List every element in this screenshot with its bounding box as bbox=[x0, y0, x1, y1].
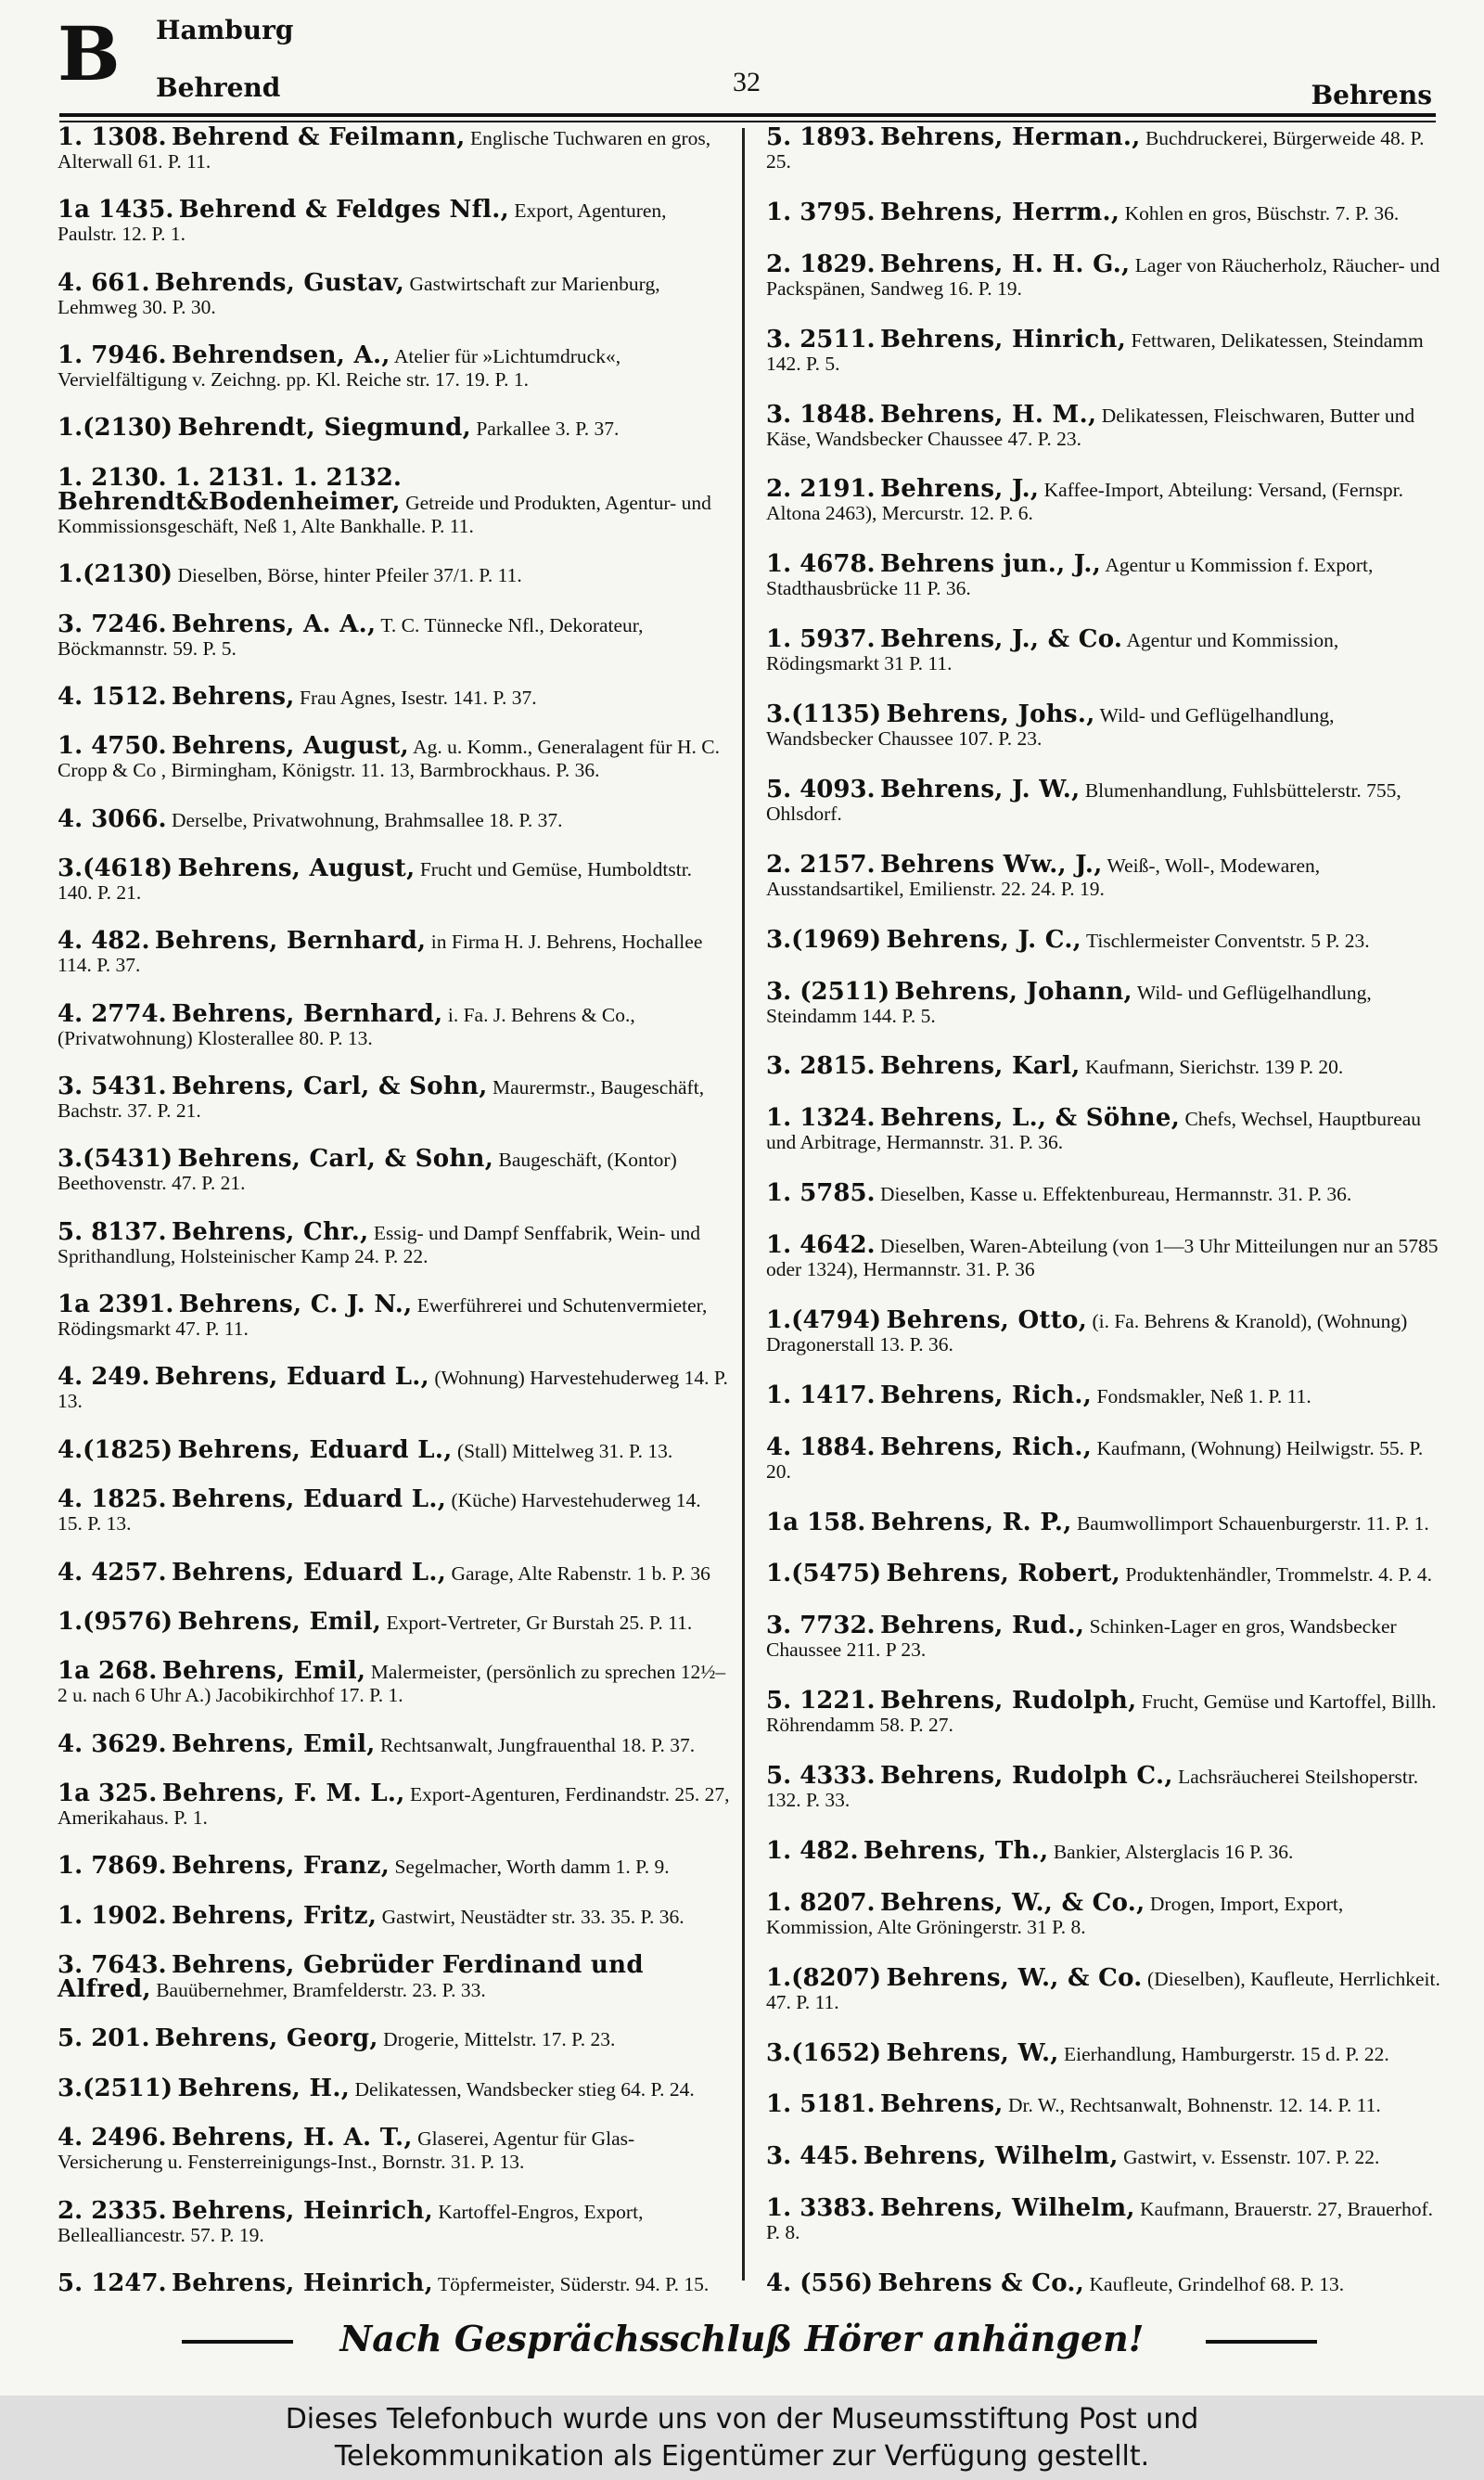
entry-details: Weiß-, Woll-, Modewaren, Ausstandsartikel, Emilienstr. 22. 24. P. 19. bbox=[766, 854, 1321, 900]
phone-number: 1.(2130) bbox=[58, 560, 173, 589]
subscriber-name: Behrens, Eduard L., bbox=[171, 1485, 447, 1514]
phone-number: 1.(9576) bbox=[58, 1607, 173, 1636]
phone-number: 4. 249. bbox=[58, 1363, 150, 1392]
subscriber-name: Behrens, W., & Co. bbox=[886, 1963, 1143, 1992]
entry-details: Kaffee-Import, Abteilung: Versand, (Fernspr. Altona 2463), Mercurstr. 12. P. 6. bbox=[766, 479, 1403, 525]
subscriber-name: Behrens, F. M. L., bbox=[161, 1779, 405, 1807]
directory-entry bbox=[766, 1305, 1443, 1356]
entry-details: Kartoffel-Engros, Export, Bellealliancestr. 57. P. 19. bbox=[58, 2200, 644, 2246]
subscriber-name: Behrens, Wilhelm, bbox=[879, 2194, 1135, 2223]
entry-details: Parkallee 3. P. 37. bbox=[476, 418, 620, 441]
directory-entry bbox=[58, 196, 730, 246]
subscriber-name: Behrend & Feldges Nfl., bbox=[178, 196, 509, 225]
phone-number: 4. 3629. bbox=[58, 1729, 167, 1758]
directory-entry bbox=[766, 1562, 1443, 1587]
subscriber-name: Behrens, bbox=[879, 2090, 1004, 2119]
phone-number: 1. 4750. bbox=[58, 732, 167, 761]
phone-number: 5. 201. bbox=[58, 2024, 150, 2053]
directory-entry bbox=[766, 198, 1443, 226]
directory-entry bbox=[58, 1951, 730, 2004]
subscriber-name: Behrens, Herman., bbox=[879, 123, 1141, 151]
directory-entry bbox=[58, 610, 730, 661]
subscriber-name: Behrens, J., bbox=[879, 475, 1040, 504]
directory-entry bbox=[58, 463, 730, 538]
entry-details: Wild- und Geflügelhandlung, Steindamm 144. P. 5. bbox=[766, 981, 1372, 1027]
entry-details: Wild- und Geflügelhandlung, Wandsbecker Chaussee 107. P. 23. bbox=[766, 704, 1335, 750]
entry-details: Drogen, Import, Export, Kommission, Alte Gröningerstr. 31 P. 8. bbox=[766, 1892, 1344, 1938]
subscriber-name: Behrens Ww., J., bbox=[879, 850, 1103, 879]
phone-number: 5. 8137. bbox=[58, 1217, 167, 1246]
directory-entry bbox=[58, 1901, 730, 1930]
directory-entry bbox=[58, 2024, 730, 2053]
directory-entry bbox=[58, 1852, 730, 1881]
phone-number: 4. 4257. bbox=[58, 1558, 167, 1587]
entry-details: Frucht, Gemüse und Kartoffel, Billh. Röhrendamm 58. P. 27. bbox=[766, 1690, 1437, 1737]
subscriber-name: Behrens, Franz, bbox=[171, 1852, 390, 1881]
entry-details: Getreide und Produkten, Agentur- und Kommissionsgeschäft, Neß 1, Alte Bankhalle. P. 11. bbox=[58, 491, 711, 537]
entry-details: Gastwirtschaft zur Marienburg, Lehmweg 30. P. 30. bbox=[58, 272, 660, 318]
phone-number: 3.(5431) bbox=[58, 1145, 173, 1174]
directory-entry bbox=[58, 123, 730, 173]
footer-slogan: Nach Gesprächsschluß Hörer anhängen! bbox=[339, 2318, 1145, 2359]
subscriber-name: Behrens, W., bbox=[886, 2038, 1059, 2067]
phone-number: 1. 482. bbox=[766, 1836, 859, 1865]
entry-details: Delikatessen, Fleischwaren, Butter und Käse, Wandsbecker Chaussee 47. P. 23. bbox=[766, 404, 1415, 450]
directory-entry bbox=[58, 999, 730, 1050]
city-heading: Hamburg bbox=[156, 15, 294, 45]
directory-entry bbox=[766, 2194, 1443, 2244]
subscriber-name: Behrens, R. P., bbox=[870, 1508, 1072, 1536]
directory-entry bbox=[766, 1052, 1443, 1081]
phone-number: 1. 1902. bbox=[58, 1901, 167, 1930]
entry-details: Agentur und Kommission, Rödingsmarkt 31 P. 11. bbox=[766, 629, 1339, 675]
subscriber-name: Behrens, Carl, & Sohn, bbox=[177, 1145, 494, 1174]
entry-details: Englische Tuchwaren en gros, Alterwall 61. P. 11. bbox=[58, 127, 711, 173]
notice-line-1: Dieses Telefonbuch wurde uns von der Museumsstiftung Post und bbox=[285, 2403, 1199, 2435]
directory-entry bbox=[58, 1363, 730, 1413]
entry-details: Ewerführerei und Schutenvermieter, Rödingsmarkt 47. P. 11. bbox=[58, 1294, 708, 1341]
phone-number: 3.(1969) bbox=[766, 925, 882, 954]
directory-entry bbox=[58, 2268, 730, 2297]
subscriber-name: Behrens, Gebrüder Ferdinand und Alfred, bbox=[58, 1951, 644, 2004]
header-rule bbox=[59, 113, 1436, 117]
phone-number: 1. 7869. bbox=[58, 1852, 167, 1881]
directory-entry bbox=[58, 2074, 730, 2102]
subscriber-name: Behrens, Eduard L., bbox=[154, 1363, 429, 1392]
phone-number: 3.(1135) bbox=[766, 700, 882, 728]
entry-details: Dr. W., Rechtsanwalt, Bohnenstr. 12. 14. P. 11. bbox=[1008, 2094, 1381, 2117]
subscriber-name: Behrens, H. H. G., bbox=[879, 250, 1131, 278]
phone-number: 2. 2335. bbox=[58, 2196, 167, 2225]
subscriber-name: Behrens, August, bbox=[177, 854, 416, 882]
directory-entry bbox=[766, 625, 1443, 675]
entry-details: Gastwirt, v. Essenstr. 107. P. 22. bbox=[1123, 2146, 1380, 2169]
phone-number: 1. 4642. bbox=[766, 1231, 876, 1259]
subscriber-name: Behrens, J. C., bbox=[886, 925, 1082, 954]
phone-number: 2. 2157. bbox=[766, 850, 876, 879]
phone-number: 1. 4678. bbox=[766, 550, 876, 579]
phone-number: 1a 325. bbox=[58, 1779, 158, 1807]
phone-number: 4. 482. bbox=[58, 927, 150, 956]
entry-details: (Wohnung) Harvestehuderweg 14. P. 13. bbox=[58, 1367, 728, 1413]
entry-details: Maurermstr., Baugeschäft, Bachstr. 37. P. 21. bbox=[58, 1076, 705, 1123]
subscriber-name: Behrens, Bernhard, bbox=[171, 999, 443, 1028]
subscriber-name: Behrens, Herrm., bbox=[879, 198, 1120, 226]
notice-line-2: Telekommunikation als Eigentümer zur Verfügung gestellt. bbox=[334, 2440, 1150, 2473]
entry-details: Export-Vertreter, Gr Burstah 25. P. 11. bbox=[386, 1611, 693, 1634]
phone-number: 3.(4618) bbox=[58, 854, 173, 882]
subscriber-name: Behrens, August, bbox=[171, 732, 409, 761]
entry-details: Frau Agnes, Isestr. 141. P. 37. bbox=[300, 686, 537, 709]
entry-details: Fondsmakler, Neß 1. P. 11. bbox=[1096, 1384, 1311, 1407]
subscriber-name: Behrens, C. J. N., bbox=[178, 1291, 413, 1319]
directory-entry bbox=[58, 927, 730, 977]
entry-details: Tischlermeister Conventstr. 5 P. 23. bbox=[1086, 929, 1370, 952]
subscriber-name: Behrens, Heinrich, bbox=[171, 2196, 433, 2225]
directory-entry bbox=[766, 1836, 1443, 1865]
directory-entry bbox=[766, 977, 1443, 1028]
directory-entry bbox=[58, 1293, 730, 1341]
first-name-heading: Behrend bbox=[156, 72, 281, 103]
subscriber-name: Behrens, Fritz, bbox=[171, 1901, 377, 1930]
subscriber-name: Behrens, Rud., bbox=[879, 1612, 1085, 1640]
subscriber-name: Behrens, bbox=[171, 682, 295, 711]
right-column bbox=[766, 123, 1443, 2297]
phone-number: 1.(4794) bbox=[766, 1305, 882, 1334]
phone-number: 1. 2130. 1. 2131. 1. 2132. bbox=[58, 463, 402, 492]
entry-details: Delikatessen, Wandsbecker stieg 64. P. 24. bbox=[354, 2077, 695, 2101]
phone-number: 1. 5785. bbox=[766, 1179, 876, 1208]
entry-details: Fettwaren, Delikatessen, Steindamm 142. P. 5. bbox=[766, 328, 1424, 375]
phone-number: 4. (556) bbox=[766, 2269, 874, 2297]
subscriber-name: Behrens, Emil, bbox=[161, 1657, 366, 1686]
subscriber-name: Behrens, L., & Söhne, bbox=[879, 1104, 1181, 1133]
phone-number: 3. 7732. bbox=[766, 1612, 876, 1640]
subscriber-name: Behrens, H. M., bbox=[879, 400, 1097, 429]
entry-details: Kohlen en gros, Büschstr. 7. P. 36. bbox=[1124, 201, 1400, 225]
entry-details: Kaufmann, Sierichstr. 139 P. 20. bbox=[1084, 1056, 1344, 1079]
header-rule-thin bbox=[59, 121, 1436, 122]
phone-number: 4. 2774. bbox=[58, 999, 167, 1028]
directory-entry bbox=[766, 550, 1443, 600]
directory-entry bbox=[766, 2090, 1443, 2119]
phone-number: 1. 3383. bbox=[766, 2194, 876, 2223]
phone-number: 3. 1848. bbox=[766, 400, 876, 429]
directory-entry bbox=[766, 850, 1443, 901]
directory-entry bbox=[58, 682, 730, 711]
phone-number: 1a 2391. bbox=[58, 1291, 174, 1319]
phone-number: 1. 5937. bbox=[766, 625, 876, 654]
subscriber-name: Behrens, Georg, bbox=[154, 2024, 378, 2053]
directory-entry bbox=[58, 1145, 730, 1195]
subscriber-name: Behrens, Johann, bbox=[894, 977, 1132, 1006]
directory-entry bbox=[766, 325, 1443, 376]
entry-details: (i. Fa. Behrens & Kranold), (Wohnung) Dragonerstall 13. P. 36. bbox=[766, 1309, 1408, 1356]
phone-number: 1. 8207. bbox=[766, 1888, 876, 1917]
subscriber-name: Behrens, Carl, & Sohn, bbox=[171, 1073, 488, 1101]
directory-entry bbox=[766, 250, 1443, 301]
phone-number: 5. 1221. bbox=[766, 1687, 876, 1715]
entry-details: Lager von Räucherholz, Räucher- und Packspänen, Sandweg 16. P. 19. bbox=[766, 253, 1440, 300]
subscriber-name: Behrens, Rudolph C., bbox=[879, 1762, 1173, 1790]
entry-details: Garage, Alte Rabenstr. 1 b. P. 36 bbox=[451, 1561, 710, 1585]
subscriber-name: Behrends, Gustav, bbox=[154, 268, 405, 297]
directory-entry bbox=[766, 1508, 1443, 1536]
subscriber-name: Behrens, Emil, bbox=[171, 1729, 376, 1758]
entry-details: Derselbe, Privatwohnung, Brahmsallee 18. P. 37. bbox=[171, 808, 563, 831]
entry-details: Agentur u Kommission f. Export, Stadthausbrücke 11 P. 36. bbox=[766, 554, 1374, 600]
column-divider bbox=[742, 128, 745, 2281]
entry-details: Bankier, Alsterglacis 16 P. 36. bbox=[1053, 1840, 1294, 1863]
directory-entry bbox=[766, 2269, 1443, 2297]
directory-entry bbox=[766, 1888, 1443, 1939]
directory-entry bbox=[58, 1558, 730, 1587]
entry-details: Segelmacher, Worth damm 1. P. 9. bbox=[394, 1856, 670, 1879]
directory-entry bbox=[58, 854, 730, 905]
entry-details: Chefs, Wechsel, Hauptbureau und Arbitrage, Hermannstr. 31. P. 36. bbox=[766, 1108, 1422, 1154]
subscriber-name: Behrens, J., & Co. bbox=[879, 625, 1123, 654]
phone-number: 1a 158. bbox=[766, 1508, 866, 1536]
entry-details: Buchdruckerei, Bürgerweide 48. P. 25. bbox=[766, 127, 1425, 173]
phone-number: 1a 1435. bbox=[58, 196, 174, 225]
page-number: 32 bbox=[733, 67, 761, 97]
phone-number: 4. 2496. bbox=[58, 2124, 167, 2152]
phone-number: 1.(2130) bbox=[58, 414, 173, 443]
directory-entry bbox=[766, 1687, 1443, 1737]
phone-number: 3. 5431. bbox=[58, 1073, 167, 1101]
directory-entry bbox=[766, 475, 1443, 525]
subscriber-name: Behrens, Heinrich, bbox=[171, 2268, 433, 2297]
phone-number: 3. 7246. bbox=[58, 610, 167, 638]
phone-number: 4. 1512. bbox=[58, 682, 167, 711]
subscriber-name: Behrens, Emil, bbox=[177, 1607, 382, 1636]
directory-entry bbox=[766, 1381, 1443, 1409]
directory-entry bbox=[58, 2124, 730, 2174]
directory-entry bbox=[766, 925, 1443, 954]
entry-details: Baugeschäft, (Kontor) Beethovenstr. 47. P. 21. bbox=[58, 1149, 677, 1195]
entry-details: Produktenhändler, Trommelstr. 4. P. 4. bbox=[1125, 1563, 1433, 1587]
phone-number: 1.(5475) bbox=[766, 1560, 882, 1588]
phone-number: 1. 5181. bbox=[766, 2090, 876, 2119]
subscriber-name: Behrendt, Siegmund, bbox=[177, 414, 471, 443]
subscriber-name: Behrens, Rich., bbox=[879, 1381, 1093, 1409]
directory-entry bbox=[58, 1729, 730, 1758]
entry-details: Lachsräucherei Steilshoperstr. 132. P. 33. bbox=[766, 1766, 1419, 1811]
subscriber-name: Behrend & Feilmann, bbox=[171, 123, 466, 151]
subscriber-name: Behrendsen, A., bbox=[171, 341, 390, 370]
entry-details: Frucht und Gemüse, Humboldtstr. 140. P. 21. bbox=[58, 857, 693, 904]
directory-entry bbox=[766, 1231, 1443, 1281]
directory-entry bbox=[58, 268, 730, 319]
entry-details: Rechtsanwalt, Jungfrauenthal 18. P. 37. bbox=[380, 1733, 696, 1756]
directory-entry bbox=[58, 414, 730, 443]
directory-entry bbox=[766, 123, 1443, 173]
phone-number: 1. 3795. bbox=[766, 198, 876, 226]
subscriber-name: Behrens, Robert, bbox=[886, 1560, 1121, 1588]
phone-number: 3. 7643. bbox=[58, 1951, 167, 1980]
phone-number: 1. 1417. bbox=[766, 1381, 876, 1409]
directory-entry bbox=[58, 1485, 730, 1536]
directory-entry bbox=[766, 775, 1443, 826]
directory-entry bbox=[766, 1614, 1443, 1662]
phone-number: 2. 1829. bbox=[766, 250, 876, 278]
directory-entry bbox=[766, 1963, 1443, 2014]
phone-number: 1. 1308. bbox=[58, 123, 167, 151]
phone-number: 4.(1825) bbox=[58, 1435, 173, 1464]
left-column bbox=[58, 123, 730, 2297]
entry-details: Drogerie, Mittelstr. 17. P. 23. bbox=[383, 2028, 616, 2051]
entry-details: Export, Agenturen, Paulstr. 12. P. 1. bbox=[58, 199, 667, 246]
entry-details: Atelier für »Lichtumdruck«, Vervielfältigung v. Zeichng. pp. Kl. Reiche str. 17. 19. P. 1. bbox=[58, 345, 621, 392]
subscriber-name: Behrens, A. A., bbox=[171, 610, 377, 638]
directory-entry bbox=[58, 1779, 730, 1830]
directory-entry bbox=[58, 1435, 730, 1464]
phone-number: 4. 1825. bbox=[58, 1485, 167, 1514]
last-name-heading: Behrens bbox=[1311, 80, 1432, 110]
phone-number: 2. 2191. bbox=[766, 475, 876, 504]
phone-number: 3. 2511. bbox=[766, 325, 876, 353]
directory-entry bbox=[58, 732, 730, 782]
entry-details: Glaserei, Agentur für Glas-Versicherung u. Fensterreinigungs-Inst., Bornstr. 31. P. 13. bbox=[58, 2127, 635, 2174]
entry-details: Kaufleute, Grindelhof 68. P. 13. bbox=[1089, 2273, 1345, 2295]
directory-entry bbox=[58, 1607, 730, 1636]
entry-details: Eierhandlung, Hamburgerstr. 15 d. P. 22. bbox=[1064, 2042, 1389, 2065]
phone-number: 3. (2511) bbox=[766, 977, 890, 1006]
phone-number: 4. 1884. bbox=[766, 1433, 876, 1461]
entry-details: (Stall) Mittelweg 31. P. 13. bbox=[456, 1439, 673, 1462]
directory-entry bbox=[58, 560, 730, 589]
subscriber-name: Behrens, W., & Co., bbox=[879, 1888, 1145, 1917]
entry-details: Schinken-Lager en gros, Wandsbecker Chaussee 211. P 23. bbox=[766, 1615, 1397, 1662]
subscriber-name: Behrens, Bernhard, bbox=[154, 927, 427, 956]
subscriber-name: Behrens, Eduard L., bbox=[171, 1558, 447, 1587]
subscriber-name: Behrens, H., bbox=[177, 2074, 351, 2102]
phone-number: 1. 1324. bbox=[766, 1104, 876, 1133]
phone-number: 3. 2815. bbox=[766, 1052, 876, 1081]
phone-number: 1. 7946. bbox=[58, 341, 167, 370]
subscriber-name: Behrendt&Bodenheimer, bbox=[58, 487, 401, 516]
phone-number: 1.(8207) bbox=[766, 1963, 882, 1992]
directory-entry bbox=[58, 341, 730, 392]
directory-entry bbox=[766, 1104, 1443, 1154]
subscriber-name: Behrens & Co., bbox=[877, 2269, 1085, 2297]
directory-entry bbox=[58, 1217, 730, 1268]
subscriber-name: Behrens, Th., bbox=[863, 1836, 1049, 1865]
entry-details: Töpfermeister, Süderstr. 94. P. 15. bbox=[437, 2272, 710, 2295]
entry-details: Dieselben, Börse, hinter Pfeiler 37/1. P. 11. bbox=[177, 564, 522, 587]
entry-details: Malermeister, (persönlich zu sprechen 12½–2 u. nach 6 Uhr A.) Jacobikirchhof 17. P. 1. bbox=[58, 1661, 726, 1707]
phone-number: 5. 1247. bbox=[58, 2268, 167, 2297]
subscriber-name: Behrens, Hinrich, bbox=[879, 325, 1127, 353]
entry-details: i. Fa. J. Behrens & Co., (Privatwohnung) Klosterallee 80. P. 13. bbox=[58, 1003, 635, 1049]
subscriber-name: Behrens, Otto, bbox=[886, 1305, 1088, 1334]
phone-number: 3.(1652) bbox=[766, 2038, 882, 2067]
subscriber-name: Behrens, Rudolph, bbox=[879, 1687, 1137, 1715]
entry-details: Bauübernehmer, Bramfelderstr. 23. P. 33. bbox=[156, 1979, 486, 2002]
entry-details: Baumwollimport Schauenburgerstr. 11. P. 1. bbox=[1076, 1511, 1429, 1535]
entry-details: Kaufmann, Brauerstr. 27, Brauerhof. P. 8. bbox=[766, 2198, 1433, 2244]
ownership-notice bbox=[0, 2396, 1484, 2480]
directory-entry bbox=[766, 2142, 1443, 2171]
subscriber-name: Behrens, H. A. T., bbox=[171, 2124, 413, 2152]
phone-number: 5. 4333. bbox=[766, 1762, 876, 1790]
directory-entry bbox=[58, 1075, 730, 1123]
subscriber-name: Behrens, Karl, bbox=[879, 1052, 1081, 1081]
directory-entry bbox=[766, 2038, 1443, 2067]
subscriber-name: Behrens jun., J., bbox=[879, 550, 1102, 579]
entry-details: Essig- und Dampf Senffabrik, Wein- und Sprithandlung, Holsteinischer Kamp 24. P. 22. bbox=[58, 1221, 701, 1267]
entry-details: (Küche) Harvestehuderweg 14. 15. P. 13. bbox=[58, 1489, 701, 1536]
phone-number: 5. 1893. bbox=[766, 123, 876, 151]
entry-details: Ag. u. Komm., Generalagent für H. C. Cropp & Co , Birmingham, Königstr. 11. 13, Barmbrockhaus. P. 36. bbox=[58, 736, 720, 782]
entry-details: T. C. Tünnecke Nfl., Dekorateur, Böckmannstr. 59. P. 5. bbox=[58, 613, 644, 660]
entry-details: Gastwirt, Neustädter str. 33. 35. P. 36. bbox=[381, 1905, 684, 1928]
phone-number: 3.(2511) bbox=[58, 2074, 173, 2102]
subscriber-name: Behrens, Eduard L., bbox=[177, 1435, 453, 1464]
entry-details: Dieselben, Waren-Abteilung (von 1—3 Uhr Mitteilungen nur an 5785 oder 1324), Hermannstr. 31. P. 36 bbox=[766, 1235, 1439, 1280]
phone-number: 4. 3066. bbox=[58, 804, 167, 833]
entry-details: Export-Agenturen, Ferdinandstr. 25. 27, Amerikahaus. P. 1. bbox=[58, 1782, 730, 1829]
entry-details: in Firma H. J. Behrens, Hochallee 114. P. 37. bbox=[58, 931, 703, 977]
directory-entry bbox=[766, 400, 1443, 451]
phone-number: 5. 4093. bbox=[766, 775, 876, 803]
directory-entry bbox=[58, 1657, 730, 1707]
subscriber-name: Behrens, Rich., bbox=[879, 1433, 1093, 1461]
directory-entry bbox=[58, 2196, 730, 2247]
directory-entry bbox=[766, 700, 1443, 751]
subscriber-name: Behrens, Wilhelm, bbox=[863, 2142, 1119, 2171]
directory-entry bbox=[766, 1179, 1443, 1208]
entry-details: Blumenhandlung, Fuhlsbüttelerstr. 755, Ohlsdorf. bbox=[766, 778, 1401, 825]
subscriber-name: Behrens, Johs., bbox=[886, 700, 1095, 728]
entry-details: Kaufmann, (Wohnung) Heilwigstr. 55. P. 20. bbox=[766, 1436, 1424, 1483]
entry-details: Dieselben, Kasse u. Effektenbureau, Hermannstr. 31. P. 36. bbox=[879, 1183, 1352, 1206]
phone-number: 3. 445. bbox=[766, 2142, 859, 2171]
phone-number: 1a 268. bbox=[58, 1657, 158, 1686]
directory-entry bbox=[766, 1762, 1443, 1812]
subscriber-name: Behrens, Chr., bbox=[171, 1217, 369, 1246]
directory-entry bbox=[58, 804, 730, 833]
section-letter: B bbox=[58, 10, 121, 97]
entry-details: (Dieselben), Kaufleute, Herrlichkeit. 47. P. 11. bbox=[766, 1967, 1440, 2013]
phone-number: 4. 661. bbox=[58, 268, 150, 297]
subscriber-name: Behrens, J. W., bbox=[879, 775, 1081, 803]
directory-entry bbox=[766, 1433, 1443, 1484]
